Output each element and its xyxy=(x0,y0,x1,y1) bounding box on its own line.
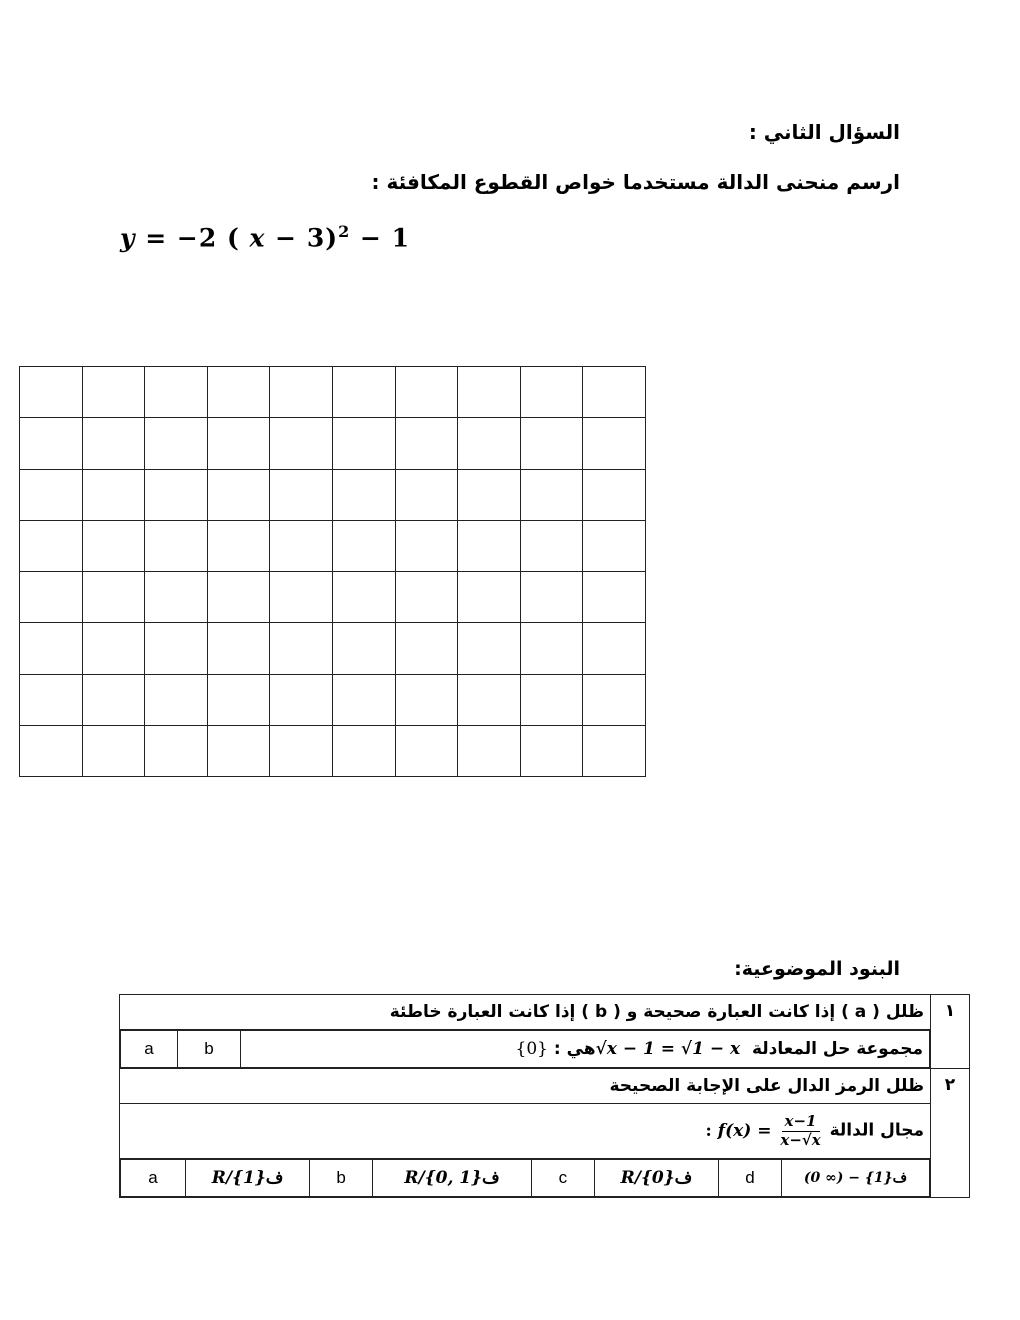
grid-cell[interactable] xyxy=(20,623,83,674)
grid-cell[interactable] xyxy=(207,418,270,469)
grid-cell[interactable] xyxy=(332,367,395,418)
grid-cell[interactable] xyxy=(458,726,521,777)
grid-cell[interactable] xyxy=(332,674,395,725)
q2-option-d-value: (0 ∞) − {1}ف xyxy=(782,1160,930,1197)
grid-cell[interactable] xyxy=(20,674,83,725)
q2-option-b[interactable]: b xyxy=(310,1160,373,1197)
q2-fx: f(x) = xyxy=(717,1120,772,1141)
grid-cell[interactable] xyxy=(145,726,208,777)
grid-cell[interactable] xyxy=(395,674,458,725)
grid-cell[interactable] xyxy=(458,367,521,418)
grid-cell[interactable] xyxy=(458,623,521,674)
grid-cell[interactable] xyxy=(332,572,395,623)
q1-number: ١ xyxy=(931,995,970,1069)
grid-cell[interactable] xyxy=(583,469,646,520)
grid-cell[interactable] xyxy=(458,674,521,725)
grid-cell[interactable] xyxy=(82,674,145,725)
grid-cell[interactable] xyxy=(207,623,270,674)
q2-frac-den: x−√x xyxy=(780,1130,821,1149)
parabola-equation xyxy=(120,222,410,252)
grid-cell[interactable] xyxy=(207,572,270,623)
q2-stem-prefix: مجال الدالة xyxy=(829,1120,924,1141)
grid-cell[interactable] xyxy=(207,469,270,520)
q1-statement-prefix: مجموعة حل المعادلة xyxy=(751,1039,923,1059)
grid-cell[interactable] xyxy=(145,469,208,520)
q1-eq-right: √1 − x xyxy=(680,1039,741,1059)
question-title: السؤال الثاني : xyxy=(748,120,900,144)
grid-cell[interactable] xyxy=(332,623,395,674)
eq-k-sign: − xyxy=(359,223,382,253)
q1-option-a[interactable]: a xyxy=(121,1031,178,1068)
eq-close: ) xyxy=(325,223,339,253)
grid-cell[interactable] xyxy=(20,572,83,623)
q2-option-b-value: R/{0, 1}ف xyxy=(373,1160,532,1197)
grid-cell[interactable] xyxy=(395,726,458,777)
grid-cell[interactable] xyxy=(270,469,333,520)
q2-function xyxy=(705,1112,824,1149)
grid-cell[interactable] xyxy=(207,726,270,777)
grid-cell[interactable] xyxy=(270,367,333,418)
eq-equals: = xyxy=(145,223,168,253)
eq-minus: − xyxy=(275,223,298,253)
grid-cell[interactable] xyxy=(82,367,145,418)
grid-cell[interactable] xyxy=(270,418,333,469)
grid-cell[interactable] xyxy=(520,367,583,418)
eq-x: x xyxy=(249,223,266,253)
grid-cell[interactable] xyxy=(583,674,646,725)
eq-lhs: y xyxy=(120,223,136,253)
grid-cell[interactable] xyxy=(207,367,270,418)
q2-frac-num: x−1 xyxy=(782,1113,820,1131)
grid-cell[interactable] xyxy=(520,674,583,725)
grid-cell[interactable] xyxy=(145,520,208,571)
eq-open: ( xyxy=(226,223,240,253)
grid-cell[interactable] xyxy=(583,623,646,674)
q1-statement-suffix: هي : xyxy=(553,1039,596,1059)
grid-cell[interactable] xyxy=(82,572,145,623)
eq-exp: 2 xyxy=(338,222,351,241)
grid-cell[interactable] xyxy=(520,520,583,571)
grid-cell[interactable] xyxy=(82,418,145,469)
grid-cell[interactable] xyxy=(145,418,208,469)
q1-option-b[interactable]: b xyxy=(178,1031,241,1068)
grid-cell[interactable] xyxy=(145,572,208,623)
q1-eq-sign: = xyxy=(660,1039,675,1059)
grid-cell[interactable] xyxy=(395,469,458,520)
q2-option-d[interactable]: d xyxy=(719,1160,782,1197)
grid-cell[interactable] xyxy=(583,367,646,418)
grid-cell[interactable] xyxy=(207,674,270,725)
grid-cell[interactable] xyxy=(458,520,521,571)
q2-instruction: ظلل الرمز الدال على الإجابة الصحيحة xyxy=(120,1069,931,1104)
grid-cell[interactable] xyxy=(332,726,395,777)
graph-grid[interactable] xyxy=(19,366,646,777)
grid-cell[interactable] xyxy=(332,520,395,571)
q1-eq-left: √x − 1 xyxy=(595,1039,655,1059)
grid-cell[interactable] xyxy=(458,469,521,520)
grid-cell[interactable] xyxy=(458,572,521,623)
q1-instruction: ظلل ( a ) إذا كانت العبارة صحيحة و ( b ) إذا كانت العبارة خاطئة xyxy=(120,995,931,1030)
q2-number: ٢ xyxy=(931,1069,970,1198)
grid-cell[interactable] xyxy=(395,418,458,469)
grid-cell[interactable] xyxy=(145,367,208,418)
grid-cell[interactable] xyxy=(270,623,333,674)
q2-option-c[interactable]: c xyxy=(531,1160,594,1197)
q2-option-c-value: R/{0}ف xyxy=(594,1160,718,1197)
q2-stem xyxy=(120,1104,931,1159)
grid-cell[interactable] xyxy=(20,367,83,418)
grid-cell[interactable] xyxy=(82,623,145,674)
grid-cell[interactable] xyxy=(395,623,458,674)
grid-cell[interactable] xyxy=(520,623,583,674)
grid-cell[interactable] xyxy=(145,674,208,725)
grid-cell[interactable] xyxy=(20,520,83,571)
grid-cell[interactable] xyxy=(332,469,395,520)
grid-cell[interactable] xyxy=(395,520,458,571)
grid-cell[interactable] xyxy=(583,418,646,469)
q2-option-a-value: R/{1}ف xyxy=(186,1160,310,1197)
eq-coef: −2 xyxy=(176,223,218,253)
eq-h: 3 xyxy=(306,223,326,253)
grid-cell[interactable] xyxy=(520,726,583,777)
q2-options xyxy=(120,1159,930,1197)
grid-cell[interactable] xyxy=(270,726,333,777)
grid-cell[interactable] xyxy=(395,367,458,418)
grid-cell[interactable] xyxy=(82,520,145,571)
grid-cell[interactable] xyxy=(332,418,395,469)
grid-cell[interactable] xyxy=(207,520,270,571)
objective-table xyxy=(119,994,970,1198)
grid-cell[interactable] xyxy=(20,726,83,777)
eq-k: 1 xyxy=(391,223,411,253)
grid-cell[interactable] xyxy=(395,572,458,623)
q2-option-a[interactable]: a xyxy=(121,1160,186,1197)
grid-cell[interactable] xyxy=(583,520,646,571)
grid-cell[interactable] xyxy=(270,674,333,725)
grid-cell[interactable] xyxy=(583,726,646,777)
q1-statement xyxy=(241,1031,930,1068)
q1-set: {0} xyxy=(515,1039,548,1059)
grid-cell[interactable] xyxy=(82,469,145,520)
grid-cell[interactable] xyxy=(583,572,646,623)
grid-cell[interactable] xyxy=(82,726,145,777)
grid-cell[interactable] xyxy=(458,418,521,469)
grid-cell[interactable] xyxy=(520,469,583,520)
grid-cell[interactable] xyxy=(20,418,83,469)
q2-colon: : xyxy=(705,1120,712,1141)
grid-cell[interactable] xyxy=(520,572,583,623)
question-instruction: ارسم منحنى الدالة مستخدما خواص القطوع المكافئة : xyxy=(371,170,900,194)
grid-cell[interactable] xyxy=(270,520,333,571)
grid-cell[interactable] xyxy=(20,469,83,520)
grid-cell[interactable] xyxy=(270,572,333,623)
q1-equation xyxy=(596,1039,746,1059)
objective-title: البنود الموضوعية: xyxy=(734,958,900,980)
grid-cell[interactable] xyxy=(520,418,583,469)
q2-fraction xyxy=(777,1113,823,1149)
grid-cell[interactable] xyxy=(145,623,208,674)
